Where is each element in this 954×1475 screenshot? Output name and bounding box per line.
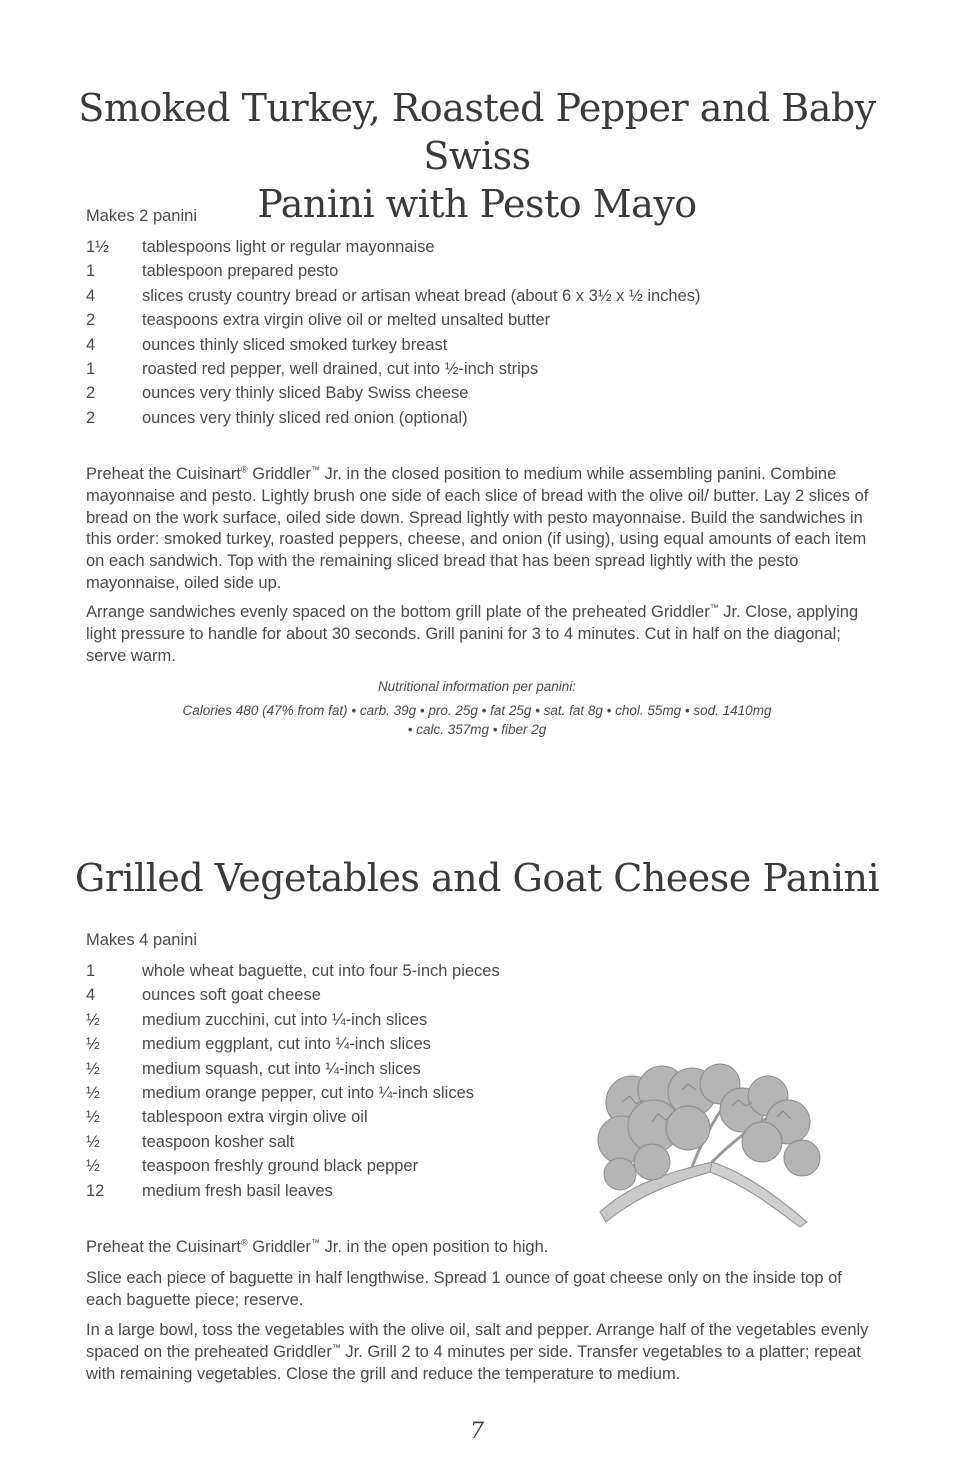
text-run: Griddler	[247, 1238, 311, 1256]
ingredient-item	[86, 1179, 500, 1203]
ingredient-qty: ½	[86, 1035, 100, 1054]
ingredient-text: ounces soft goat cheese	[142, 986, 321, 1005]
ingredient-item	[86, 1154, 500, 1178]
text-run: Jr. Grill 2 to 4 minutes per side. Transfer vegetables to a platter; repeat with remaining vegetables. Close the grill and reduce the temperature to medium.	[86, 1342, 861, 1383]
text-run: Arrange sandwiches evenly spaced on the bottom grill plate of the preheated Griddler	[86, 603, 710, 621]
text-run: Griddler	[247, 465, 311, 483]
ingredient-item	[86, 381, 701, 405]
recipe1-instructions-2	[86, 602, 876, 667]
ingredient-item	[86, 1130, 500, 1154]
ingredient-qty: ½	[86, 1083, 100, 1102]
ingredient-item	[86, 333, 701, 357]
recipe2-ingredient-list	[86, 959, 500, 1203]
ingredient-item	[86, 959, 500, 983]
recipe1-ingredient-list	[86, 235, 701, 430]
ingredient-text: tablespoon prepared pesto	[142, 262, 339, 281]
ingredient-item	[86, 357, 701, 381]
ingredient-qty: 1	[86, 962, 96, 980]
page-number: 7	[470, 1419, 484, 1444]
ingredient-qty: 2	[86, 311, 96, 330]
trademark-mark: ™	[310, 464, 320, 475]
recipe1-title-line2: Panini with Pesto Mayo	[257, 182, 697, 226]
recipe2-yield: Makes 4 panini	[86, 931, 197, 949]
ingredient-text: tablespoon extra virgin olive oil	[142, 1108, 368, 1127]
ingredient-qty: 4	[86, 335, 96, 354]
ingredient-item	[86, 235, 701, 259]
recipe1-nutrition-line1: Calories 480 (47% from fat) • carb. 39g • pro. 25g • fat 25g • sat. fat 8g • chol. 55mg • sod. 1410mg	[182, 703, 772, 718]
ingredient-item	[86, 284, 701, 308]
recipe1-title-line1: Smoked Turkey, Roasted Pepper and Baby Swiss	[78, 86, 876, 178]
recipe1-instructions-1	[86, 464, 876, 595]
ingredient-item	[86, 1081, 500, 1105]
ingredient-text: slices crusty country bread or artisan wheat bread (about 6 x 3½ x ½ inches)	[142, 286, 701, 305]
trademark-mark: ™	[709, 602, 719, 613]
ingredient-qty: ½	[86, 1132, 100, 1151]
ingredient-qty: 12	[86, 1181, 105, 1200]
trademark-mark: ™	[310, 1237, 320, 1248]
recipe2-instructions-2: Slice each piece of baguette in half lengthwise. Spread 1 ounce of goat cheese only on the inside top of each baguette piece; reserve.	[86, 1269, 842, 1309]
trademark-mark: ™	[331, 1342, 341, 1353]
ingredient-text: whole wheat baguette, cut into four 5-inch pieces	[142, 962, 500, 980]
text-run: Jr. Close, applying light pressure to handle for about 30 seconds. Grill panini for 3 to 4 minutes. Cut in half on the diagonal; serve warm.	[86, 603, 859, 665]
recipe2-instructions-3	[86, 1320, 876, 1385]
ingredient-qty: ½	[86, 1108, 100, 1127]
parsley-sprig-icon	[592, 1062, 824, 1232]
ingredient-item	[86, 406, 701, 430]
ingredient-qty: 4	[86, 286, 96, 305]
ingredient-item	[86, 1008, 500, 1032]
registered-mark: ®	[241, 464, 248, 475]
registered-mark: ®	[241, 1237, 248, 1248]
ingredient-qty: 2	[86, 384, 96, 403]
ingredient-qty: 4	[86, 986, 96, 1005]
text-run: Preheat the Cuisinart	[86, 1238, 242, 1256]
ingredient-qty: 1½	[86, 238, 109, 256]
ingredient-text: medium squash, cut into ¼-inch slices	[142, 1059, 421, 1078]
ingredient-text: medium fresh basil leaves	[142, 1181, 333, 1200]
ingredient-text: medium orange pepper, cut into ¼-inch slices	[142, 1083, 475, 1102]
text-run: In a large bowl, toss the vegetables with the olive oil, salt and pepper. Arrange half of the vegetables evenly spaced on the preheated Griddler	[86, 1321, 869, 1361]
ingredient-item	[86, 1105, 500, 1129]
recipe1-nutrition-heading: Nutritional information per panini:	[377, 679, 577, 694]
ingredient-qty: ½	[86, 1059, 100, 1078]
text-run: Jr. in the open position to high.	[319, 1238, 549, 1256]
ingredient-text: medium zucchini, cut into ¼-inch slices	[142, 1010, 428, 1029]
ingredient-item	[86, 259, 701, 283]
ingredient-text: teaspoon freshly ground black pepper	[142, 1157, 419, 1176]
recipe2-title: Grilled Vegetables and Goat Cheese Panini	[74, 856, 880, 900]
ingredient-item	[86, 1032, 500, 1056]
ingredient-text: roasted red pepper, well drained, cut into ½-inch strips	[142, 359, 539, 378]
ingredient-item	[86, 983, 500, 1007]
ingredient-text: medium eggplant, cut into ¼-inch slices	[142, 1035, 431, 1054]
ingredient-text: tablespoons light or regular mayonnaise	[142, 238, 435, 256]
ingredient-text: ounces very thinly sliced Baby Swiss cheese	[142, 384, 469, 403]
ingredient-qty: 2	[86, 408, 96, 427]
recipe1-yield: Makes 2 panini	[86, 207, 197, 225]
recipe2-instructions-1	[86, 1237, 876, 1259]
ingredient-text: teaspoon kosher salt	[142, 1132, 295, 1151]
ingredient-item	[86, 1057, 500, 1081]
ingredient-text: teaspoons extra virgin olive oil or melted unsalted butter	[142, 311, 551, 330]
text-run: Jr. in the closed position to medium while assembling panini. Combine mayonnaise and pesto. Lightly brush one side of each slice of bread with the olive oil/ butter. Lay 2 slices of bread on the work surface, oiled side down. Spread lightly with pesto mayonnaise. Build the sandwiches in this order: smoked turkey, roasted peppers, cheese, and onion (if using), using equal amounts of each item on each sandwich. Top with the remaining sliced bread that has been spread lightly with the pesto mayonnaise, oiled side up.	[86, 465, 869, 592]
ingredient-qty: ½	[86, 1010, 100, 1029]
ingredient-qty: 1	[86, 359, 96, 378]
ingredient-text: ounces very thinly sliced red onion (optional)	[142, 408, 468, 427]
ingredient-text: ounces thinly sliced smoked turkey breast	[142, 335, 448, 354]
ingredient-qty: 1	[86, 262, 96, 281]
ingredient-qty: ½	[86, 1157, 100, 1176]
ingredient-item	[86, 308, 701, 332]
text-run: Preheat the Cuisinart	[86, 465, 242, 483]
recipe1-nutrition-line2: • calc. 357mg • fiber 2g	[407, 722, 547, 737]
